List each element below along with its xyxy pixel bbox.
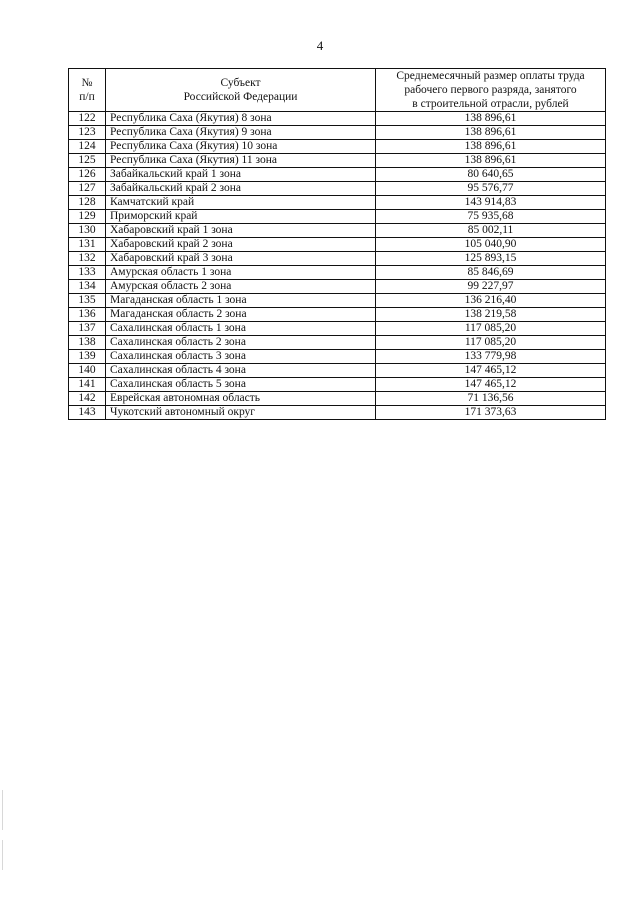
row-subject: Амурская область 2 зона [106, 280, 376, 294]
row-number: 138 [69, 336, 106, 350]
table-row [69, 294, 606, 308]
table-row [69, 182, 606, 196]
table-row [69, 350, 606, 364]
row-subject: Сахалинская область 4 зона [106, 364, 376, 378]
row-subject: Хабаровский край 2 зона [106, 238, 376, 252]
row-subject: Хабаровский край 1 зона [106, 224, 376, 238]
row-number: 123 [69, 126, 106, 140]
page-number: 4 [316, 38, 324, 53]
row-number: 130 [69, 224, 106, 238]
row-subject: Сахалинская область 3 зона [106, 350, 376, 364]
table-row [69, 308, 606, 322]
row-number: 143 [69, 406, 106, 420]
row-number: 127 [69, 182, 106, 196]
row-number: 141 [69, 378, 106, 392]
row-subject: Еврейская автономная область [106, 392, 376, 406]
table-row [69, 196, 606, 210]
row-value: 80 640,65 [376, 168, 606, 182]
table-row [69, 392, 606, 406]
row-number: 132 [69, 252, 106, 266]
row-subject: Амурская область 1 зона [106, 266, 376, 280]
row-number: 135 [69, 294, 106, 308]
row-value: 138 896,61 [376, 154, 606, 168]
table-row [69, 336, 606, 350]
row-value: 117 085,20 [376, 336, 606, 350]
table-row [69, 112, 606, 126]
row-number: 126 [69, 168, 106, 182]
table-row [69, 126, 606, 140]
scan-artifact [2, 790, 3, 830]
table-row [69, 210, 606, 224]
row-number: 137 [69, 322, 106, 336]
scan-artifact [2, 840, 3, 870]
row-value: 138 896,61 [376, 112, 606, 126]
row-value: 71 136,56 [376, 392, 606, 406]
row-number: 128 [69, 196, 106, 210]
row-value: 85 846,69 [376, 266, 606, 280]
row-number: 124 [69, 140, 106, 154]
row-value: 147 465,12 [376, 378, 606, 392]
row-subject: Республика Саха (Якутия) 8 зона [106, 112, 376, 126]
table-row [69, 364, 606, 378]
table-row [69, 266, 606, 280]
table-row [69, 238, 606, 252]
header-subject: Субъект Российской Федерации [106, 69, 376, 112]
table-row [69, 406, 606, 420]
header-row [69, 69, 606, 112]
table-row [69, 154, 606, 168]
row-value: 138 219,58 [376, 308, 606, 322]
row-number: 133 [69, 266, 106, 280]
row-subject: Республика Саха (Якутия) 11 зона [106, 154, 376, 168]
row-number: 131 [69, 238, 106, 252]
row-value: 171 373,63 [376, 406, 606, 420]
row-number: 125 [69, 154, 106, 168]
row-subject: Камчатский край [106, 196, 376, 210]
row-subject: Республика Саха (Якутия) 9 зона [106, 126, 376, 140]
row-number: 136 [69, 308, 106, 322]
row-subject: Магаданская область 1 зона [106, 294, 376, 308]
row-value: 75 935,68 [376, 210, 606, 224]
row-number: 142 [69, 392, 106, 406]
row-subject: Чукотский автономный округ [106, 406, 376, 420]
table-row [69, 224, 606, 238]
row-subject: Приморский край [106, 210, 376, 224]
row-subject: Республика Саха (Якутия) 10 зона [106, 140, 376, 154]
row-value: 143 914,83 [376, 196, 606, 210]
row-number: 139 [69, 350, 106, 364]
row-value: 125 893,15 [376, 252, 606, 266]
table-row [69, 140, 606, 154]
row-value: 105 040,90 [376, 238, 606, 252]
row-subject: Забайкальский край 1 зона [106, 168, 376, 182]
table-row [69, 168, 606, 182]
row-value: 136 216,40 [376, 294, 606, 308]
row-value: 99 227,97 [376, 280, 606, 294]
row-value: 117 085,20 [376, 322, 606, 336]
row-value: 147 465,12 [376, 364, 606, 378]
row-subject: Сахалинская область 5 зона [106, 378, 376, 392]
wage-table [68, 68, 606, 420]
table-row [69, 322, 606, 336]
row-subject: Забайкальский край 2 зона [106, 182, 376, 196]
table-row [69, 378, 606, 392]
row-number: 134 [69, 280, 106, 294]
row-subject: Сахалинская область 1 зона [106, 322, 376, 336]
row-subject: Магаданская область 2 зона [106, 308, 376, 322]
row-subject: Сахалинская область 2 зона [106, 336, 376, 350]
table-body [69, 112, 606, 420]
row-value: 85 002,11 [376, 224, 606, 238]
row-value: 138 896,61 [376, 126, 606, 140]
row-number: 122 [69, 112, 106, 126]
row-subject: Хабаровский край 3 зона [106, 252, 376, 266]
row-number: 129 [69, 210, 106, 224]
table-header [69, 69, 606, 112]
row-value: 133 779,98 [376, 350, 606, 364]
row-value: 138 896,61 [376, 140, 606, 154]
row-value: 95 576,77 [376, 182, 606, 196]
header-value: Среднемесячный размер оплаты труда рабочего первого разряда, занятого в строительной отрасли, рублей [376, 69, 606, 112]
header-number: № п/п [69, 69, 106, 112]
table-row [69, 280, 606, 294]
table-row [69, 252, 606, 266]
row-number: 140 [69, 364, 106, 378]
